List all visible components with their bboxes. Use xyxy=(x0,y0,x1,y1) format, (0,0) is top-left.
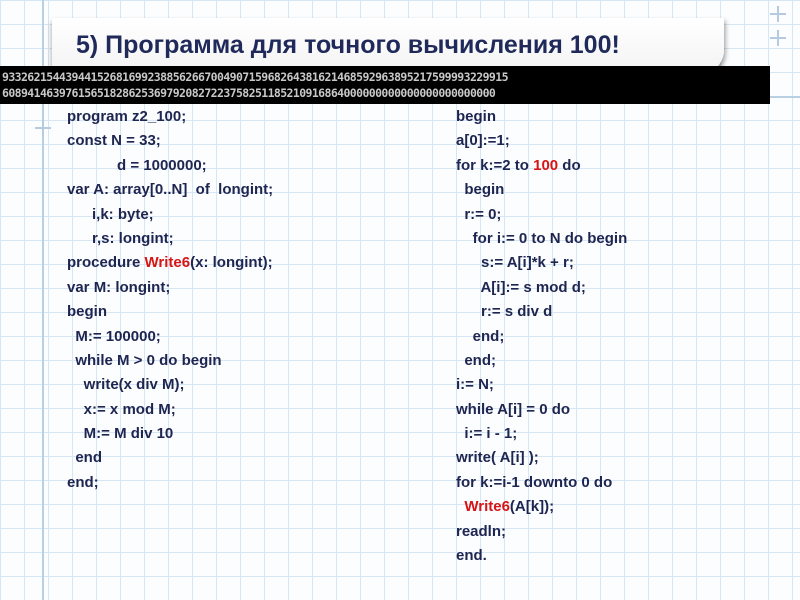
code-token: var M: longint; xyxy=(67,278,171,296)
code-token: a[0]:=1; xyxy=(456,132,510,150)
code-token: write( A[i] ); xyxy=(456,449,539,467)
code-line xyxy=(67,471,273,495)
code-line xyxy=(67,300,273,324)
code-token: while M > 0 do begin xyxy=(67,351,222,369)
code-line xyxy=(67,325,273,349)
code-token: (x: longint); xyxy=(190,254,273,272)
code-line xyxy=(67,105,273,129)
program-output-panel xyxy=(0,66,770,104)
code-line xyxy=(456,300,627,324)
plus-decoration-icon xyxy=(770,6,786,22)
code-token: write(x div M); xyxy=(67,376,185,394)
code-token: r,s: longint; xyxy=(67,229,174,247)
code-token: i,k: byte; xyxy=(67,205,154,223)
code-token: r:= s div d xyxy=(456,303,553,321)
code-line xyxy=(456,227,627,251)
code-token: end; xyxy=(67,473,99,491)
code-line xyxy=(67,178,273,202)
slide-title: 5) Программа для точного вычисления 100! xyxy=(76,31,620,59)
code-line xyxy=(456,520,627,544)
code-line xyxy=(456,398,627,422)
code-line xyxy=(456,325,627,349)
highlighted-token: Write6 xyxy=(144,254,191,272)
code-token: end; xyxy=(456,327,505,345)
code-token: for i:= 0 to N do begin xyxy=(456,229,628,247)
code-line xyxy=(67,154,273,178)
code-line xyxy=(456,251,627,275)
code-line xyxy=(67,227,273,251)
code-line xyxy=(456,154,627,178)
highlighted-token: 100 xyxy=(533,156,559,174)
code-line xyxy=(67,276,273,300)
code-token: end. xyxy=(456,547,487,565)
code-token: M:= 100000; xyxy=(67,327,161,345)
code-line xyxy=(67,203,273,227)
code-line xyxy=(456,422,627,446)
code-line xyxy=(456,129,627,153)
code-line xyxy=(456,373,627,397)
highlighted-token: Write6 xyxy=(464,498,510,516)
code-line xyxy=(456,446,627,470)
code-token: s:= A[i]*k + r; xyxy=(456,254,574,272)
code-token: (A[k]); xyxy=(509,498,555,516)
code-token: for k:=2 to xyxy=(456,156,534,174)
code-token: A[i]:= s mod d; xyxy=(456,278,586,296)
plus-decoration-icon xyxy=(770,30,786,46)
code-token: x:= x mod M; xyxy=(67,400,176,418)
code-token: program z2_100; xyxy=(67,108,187,125)
code-listing-right xyxy=(456,105,627,568)
code-token: const N = 33; xyxy=(67,132,161,150)
code-line xyxy=(67,422,273,446)
code-line xyxy=(67,446,273,470)
code-token: d = 1000000; xyxy=(67,156,207,174)
code-token: begin xyxy=(67,303,107,321)
code-line xyxy=(67,373,273,397)
code-token: begin xyxy=(456,108,496,125)
output-line-2: 608941463976156518286253697920827223758251185210916864000000000000000000000000 xyxy=(2,86,496,100)
code-line xyxy=(456,471,627,495)
code-line xyxy=(456,495,627,519)
output-line-1: 93326215443944152681699238856266700490715968264381621468592963895217599993229915 xyxy=(2,70,508,84)
code-token: var A: array[0..N] of longint; xyxy=(67,181,274,199)
code-line xyxy=(456,203,627,227)
code-line xyxy=(456,544,627,568)
code-line xyxy=(67,398,273,422)
code-token: readln; xyxy=(456,522,507,540)
code-token: while A[i] = 0 do xyxy=(456,400,571,418)
code-token: for k:=i-1 downto 0 do xyxy=(456,473,613,491)
code-token: M:= M div 10 xyxy=(67,425,174,443)
code-line xyxy=(456,105,627,129)
plus-decoration-icon xyxy=(35,120,51,136)
code-line xyxy=(456,276,627,300)
code-token: i:= N; xyxy=(456,376,494,394)
code-token: do xyxy=(558,156,581,174)
code-line xyxy=(67,349,273,373)
code-token: end; xyxy=(456,351,496,369)
code-line xyxy=(67,251,273,275)
code-token: i:= i - 1; xyxy=(456,425,518,443)
code-token: procedure xyxy=(67,254,145,272)
code-token: end xyxy=(67,449,103,467)
code-line xyxy=(456,178,627,202)
code-token: begin xyxy=(456,181,505,199)
code-line xyxy=(67,129,273,153)
code-line xyxy=(456,349,627,373)
code-listing-left xyxy=(67,105,273,495)
code-token: r:= 0; xyxy=(456,205,502,223)
